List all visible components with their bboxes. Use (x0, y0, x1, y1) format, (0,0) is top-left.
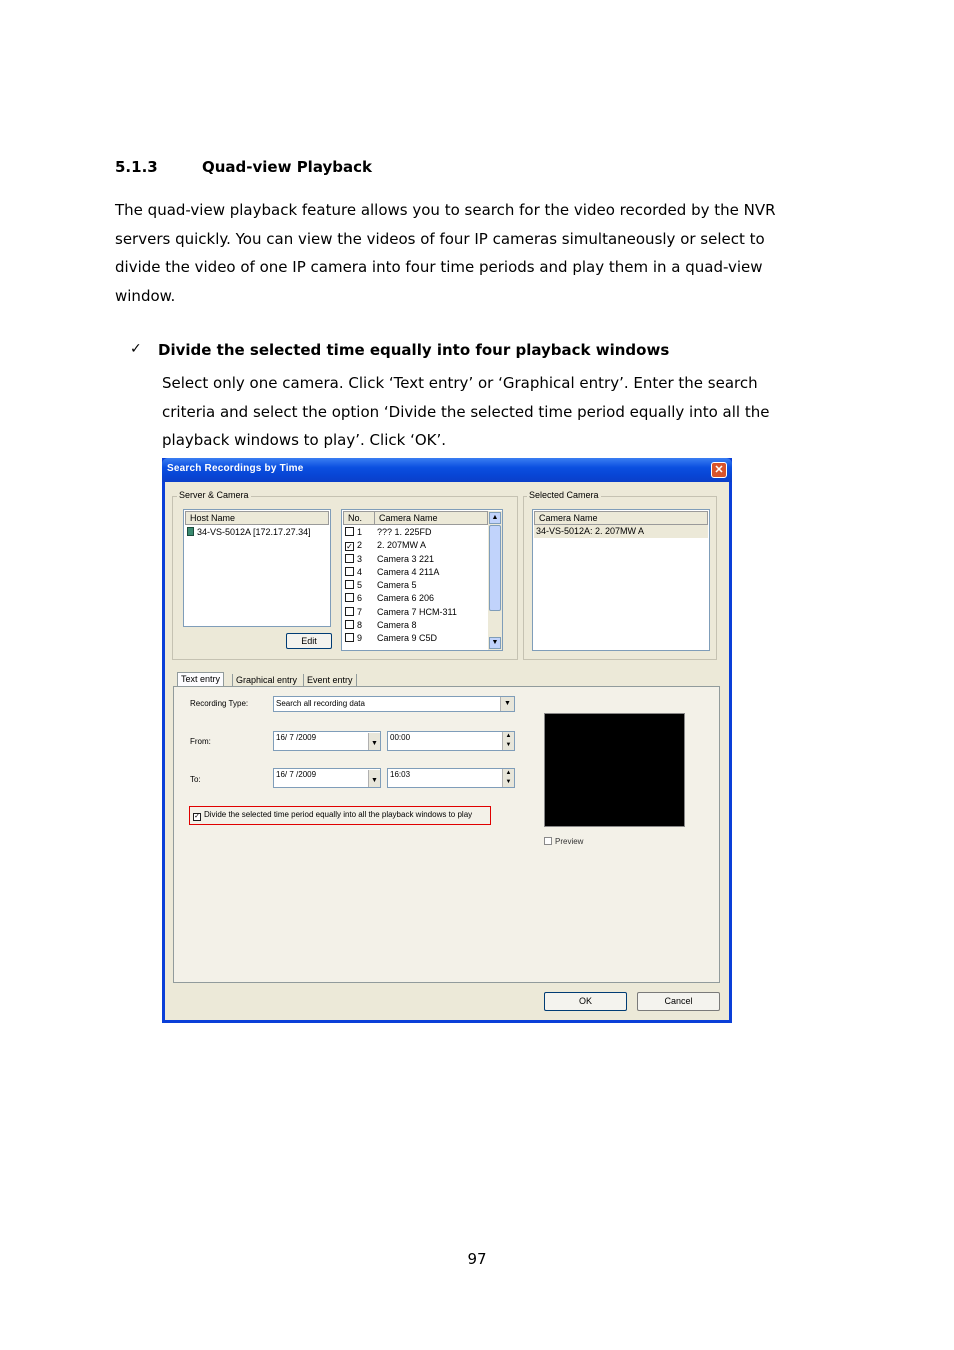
camera-checkbox[interactable] (345, 593, 354, 602)
divide-checkbox[interactable]: ✓ (194, 813, 200, 820)
chevron-down-icon[interactable]: ▼ (368, 733, 380, 750)
camera-row[interactable]: 5 Camera 5 (345, 579, 457, 592)
scroll-thumb[interactable] (489, 525, 501, 611)
cancel-button[interactable]: Cancel (637, 992, 720, 1011)
camera-row[interactable]: ✓ 2 2. 207MW A (346, 540, 427, 552)
search-recordings-dialog (162, 458, 732, 1023)
camera-row[interactable]: 3 Camera 3 221 (345, 553, 457, 566)
camera-checkbox[interactable] (345, 580, 354, 589)
scroll-down-icon[interactable]: ▼ (489, 637, 501, 649)
bullet-title: Divide the selected time equally into four playback windows (158, 341, 670, 359)
camera-checkbox[interactable]: ✓ (346, 542, 353, 552)
camera-checkbox[interactable] (345, 554, 354, 563)
spin-down-icon[interactable]: ▼ (502, 741, 514, 750)
preview-label: Preview (555, 837, 584, 846)
host-item[interactable] (187, 526, 311, 539)
intro-line: divide the video of one IP camera into four time periods and play them in a quad-view (115, 258, 763, 277)
camera-row[interactable]: 9 Camera 9 C5D (345, 632, 457, 645)
chevron-down-icon[interactable]: ▼ (500, 697, 514, 711)
camera-no-header[interactable]: No. (343, 511, 375, 525)
host-name-header[interactable]: Host Name (185, 511, 329, 525)
camera-name-header[interactable]: Camera Name (374, 511, 488, 525)
edit-button[interactable]: Edit (286, 633, 332, 649)
intro-line: servers quickly. You can view the videos of four IP cameras simultaneously or select to (115, 229, 765, 248)
host-list[interactable] (183, 509, 331, 627)
dialog-title: Search Recordings by Time (167, 463, 304, 474)
recording-type-select[interactable] (273, 696, 515, 712)
camera-row[interactable]: 1 ??? 1. 225FD (345, 526, 457, 539)
intro-line: The quad-view playback feature allows you to search for the video recorded by the NVR (115, 201, 776, 219)
server-icon (187, 527, 194, 536)
bullet-line: Select only one camera. Click ‘Text entry’ or ‘Graphical entry’. Enter the search (162, 374, 758, 392)
chevron-down-icon[interactable]: ▼ (368, 770, 380, 787)
preview-checkbox[interactable] (544, 837, 552, 845)
camera-checkbox[interactable] (345, 607, 354, 616)
intro-line: window. (115, 287, 176, 306)
selected-camera-legend: Selected Camera (529, 490, 599, 500)
intro-paragraph (115, 196, 845, 311)
to-time-field[interactable]: 16:03 ▲ ▼ (387, 768, 515, 788)
bullet-paragraph (162, 369, 769, 455)
camera-rows (345, 526, 457, 646)
server-camera-legend: Server & Camera (179, 490, 249, 500)
camera-list[interactable] (341, 509, 503, 651)
recording-type-value: Search all recording data (276, 699, 365, 708)
divide-checkbox-row[interactable] (193, 810, 472, 821)
camera-row[interactable]: 7 Camera 7 HCM-311 (345, 606, 457, 619)
bullet-line: criteria and select the option ‘Divide the selected time period equally into all the (162, 402, 770, 421)
selected-camera-item[interactable]: 34-VS-5012A: 2. 207MW A (534, 525, 708, 538)
bullet-line: playback windows to play’. Click ‘OK’. (162, 431, 447, 450)
divide-option-highlight (189, 806, 491, 825)
tab-event-entry[interactable]: Event entry (303, 674, 357, 686)
title-bar (162, 458, 732, 482)
camera-row[interactable]: 4 Camera 4 211A (345, 566, 457, 579)
camera-list-scrollbar[interactable] (488, 511, 502, 650)
tab-graphical-entry[interactable]: Graphical entry (232, 674, 300, 686)
selected-camera-list[interactable] (532, 509, 710, 651)
to-date-field[interactable]: 16/ 7 /2009 ▼ (273, 768, 381, 788)
camera-checkbox[interactable] (345, 620, 354, 629)
recording-type-label: Recording Type: (190, 699, 249, 708)
dialog-client (165, 482, 729, 1020)
page-number: 97 (467, 1250, 487, 1268)
to-label: To: (190, 775, 201, 784)
preview-window (544, 713, 685, 827)
host-item-label: 34-VS-5012A [172.17.27.34] (197, 527, 311, 537)
spin-up-icon[interactable]: ▲ (502, 769, 514, 778)
ok-button[interactable]: OK (544, 992, 627, 1011)
divide-label: Divide the selected time period equally into all the playback windows to play (204, 810, 473, 819)
from-date-field[interactable]: 16/ 7 /2009 ▼ (273, 731, 381, 751)
checkmark-icon: ✓ (130, 341, 142, 357)
camera-checkbox[interactable] (345, 527, 354, 536)
section-title: Quad-view Playback (202, 158, 372, 176)
camera-row[interactable]: 6 Camera 6 206 (345, 592, 457, 605)
from-label: From: (190, 737, 211, 746)
close-icon[interactable]: ✕ (711, 462, 727, 478)
spin-up-icon[interactable]: ▲ (502, 732, 514, 741)
spin-down-icon[interactable]: ▼ (502, 778, 514, 787)
scroll-up-icon[interactable]: ▲ (489, 512, 501, 524)
camera-checkbox[interactable] (345, 567, 354, 576)
preview-checkbox-row[interactable] (544, 837, 583, 846)
selected-camera-header[interactable]: Camera Name (534, 511, 708, 525)
tab-panel (173, 686, 720, 983)
camera-row[interactable]: 8 Camera 8 (345, 619, 457, 632)
from-time-field[interactable]: 00:00 ▲ ▼ (387, 731, 515, 751)
tab-text-entry[interactable]: Text entry (177, 672, 224, 686)
section-number: 5.1.3 (115, 158, 158, 176)
camera-checkbox[interactable] (345, 633, 354, 642)
